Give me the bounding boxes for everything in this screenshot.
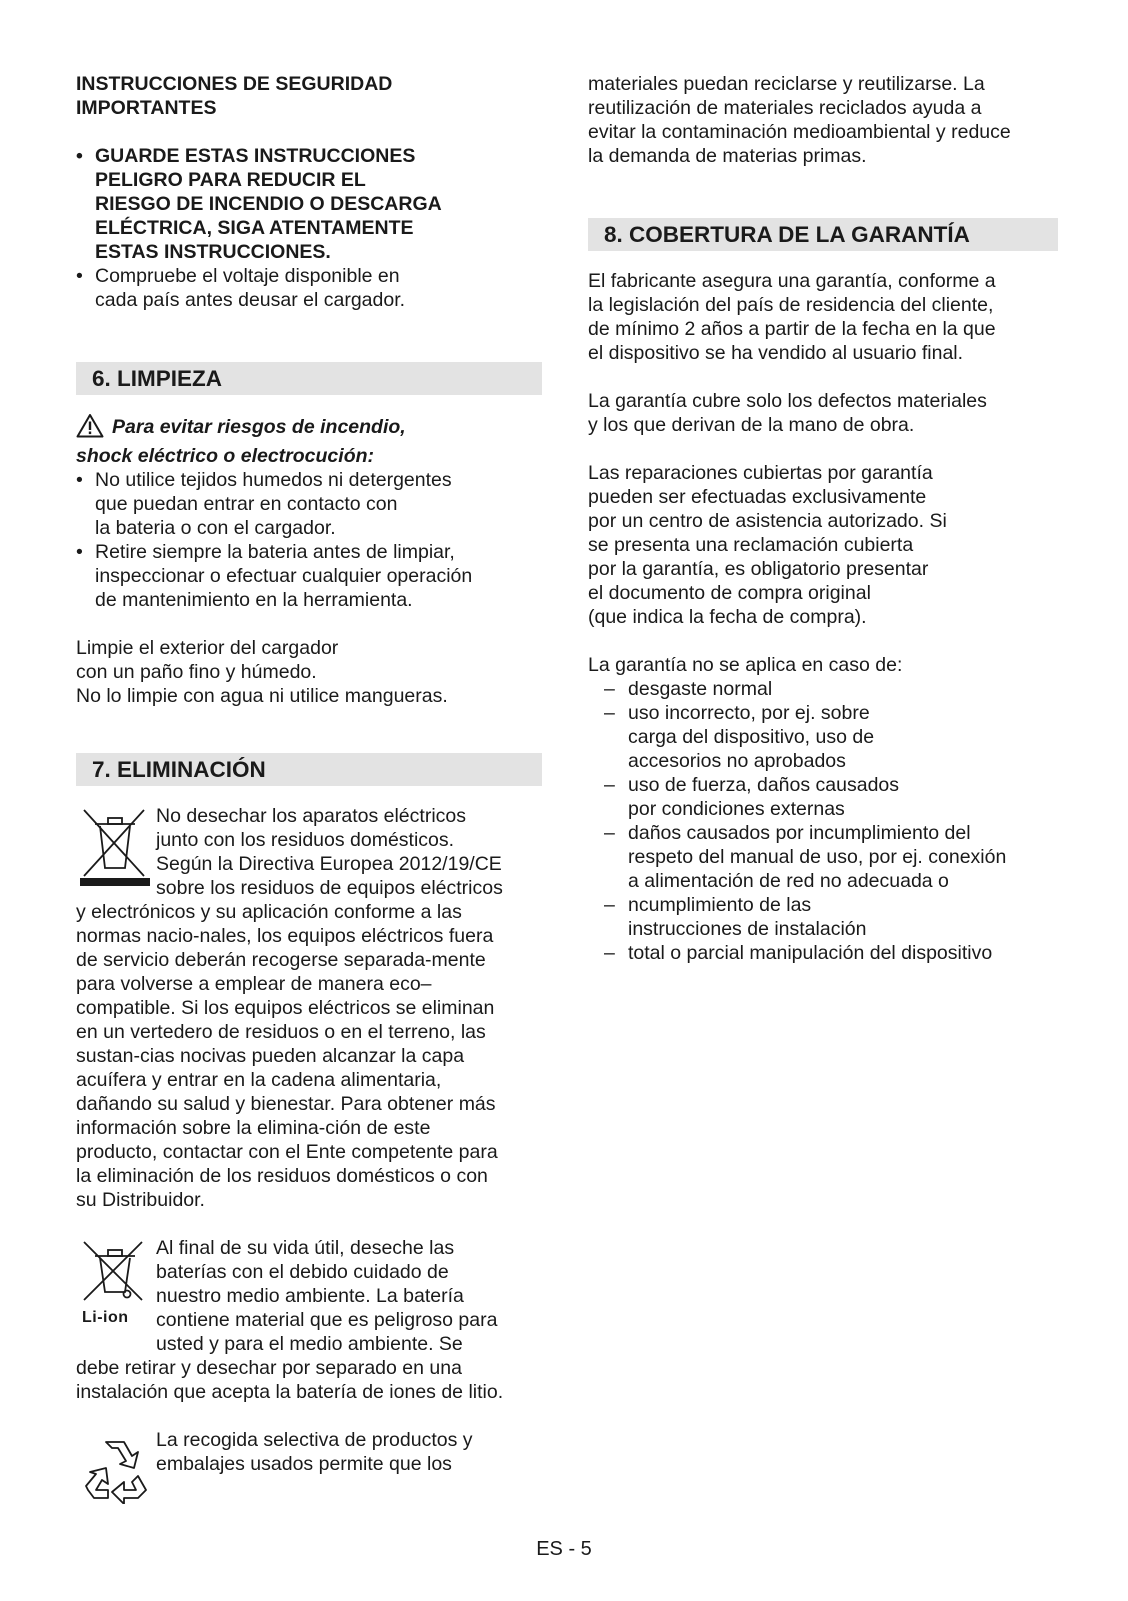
exclusions-intro: La garantía no se aplica en caso de: bbox=[588, 654, 903, 676]
exclusion-item: – uso incorrecto, por ej. sobre carga del dispositivo, uso de accesorios no aprobados bbox=[588, 701, 1058, 773]
safety-bullets bbox=[76, 144, 542, 312]
cleaning-paragraph: Limpie el exterior del cargador con un paño fino y húmedo. No lo limpie con agua ni utilice mangueras. bbox=[76, 637, 448, 707]
warranty-paragraph: La garantía cubre solo los defectos materiales y los que derivan de la mano de obra. bbox=[588, 390, 987, 436]
warning-text: Para evitar riesgos de incendio, shock eléctrico o electrocución: bbox=[76, 413, 542, 468]
battery-paragraph: debe retirar y desechar por separado en una instalación que acepta la batería de iones de litio. bbox=[76, 1357, 504, 1403]
recycle-block: La recogida selectiva de productos y embalajes usados permite que los bbox=[76, 1428, 542, 1476]
recycling-continuation: materiales puedan reciclarse y reutilizarse. La reutilización de materiales reciclados ayuda a evitar la contaminación medioambiental y reduce la demanda de materias primas. bbox=[588, 73, 1011, 167]
exclusion-item: – desgaste normal bbox=[588, 677, 1058, 701]
safety-bullet: • GUARDE ESTAS INSTRUCCIONES PELIGRO PARA REDUCIR EL RIESGO DE INCENDIO O DESCARGA ELÉCTRICA, SIGA ATENTAMENTE ESTAS INSTRUCCIONES. bbox=[76, 144, 542, 264]
safety-title: INSTRUCCIONES DE SEGURIDAD IMPORTANTES bbox=[76, 73, 393, 119]
warranty-paragraph: El fabricante asegura una garantía, conforme a la legislación del país de residencia del cliente, de mínimo 2 años a partir de la fecha en la que el dispositivo se ha vendido al usuario final. bbox=[588, 270, 996, 364]
exclusions-list bbox=[588, 677, 1058, 965]
li-ion-label: Li-ion bbox=[82, 1309, 129, 1326]
safety-bullet: • Compruebe el voltaje disponible en cada país antes deusar el cargador. bbox=[76, 264, 542, 312]
crossed-bin-icon bbox=[80, 806, 150, 894]
section-heading-garantia: 8. COBERTURA DE LA GARANTÍA bbox=[588, 218, 1058, 251]
exclusion-item: – daños causados por incumplimiento del respeto del manual de uso, por ej. conexión a alimentación de red no adecuada o bbox=[588, 821, 1058, 893]
cleaning-bullet: • Retire siempre la bateria antes de limpiar, inspeccionar o efectuar cualquier operación de mantenimiento en la herramienta. bbox=[76, 540, 542, 612]
right-column bbox=[588, 72, 1058, 965]
warning-triangle-icon bbox=[76, 413, 104, 444]
warranty-paragraph: Las reparaciones cubiertas por garantía pueden ser efectuadas exclusivamente por un centro de asistencia autorizado. Si se presenta una reclamación cubierta por la garantía, es obligatorio presentar el documento de compra original (que indica la fecha de compra). bbox=[588, 462, 947, 628]
weee-block: No desechar los aparatos eléctricos junto con los residuos domésticos. Según la Directiva Europea 2012/19/CE sobre los residuos de equipos eléctricos bbox=[76, 804, 542, 900]
exclusion-item: – uso de fuerza, daños causados por condiciones externas bbox=[588, 773, 1058, 821]
left-column bbox=[76, 72, 542, 1476]
recycle-icon bbox=[78, 1434, 152, 1510]
battery-block: Li-ion Al final de su vida útil, deseche las baterías con el debido cuidado de nuestro medio ambiente. La batería contiene material que es peligroso para usted y para el medio ambiente. Se bbox=[82, 1237, 498, 1355]
section-heading-eliminacion: 7. ELIMINACIÓN bbox=[76, 753, 542, 786]
page-number: ES - 5 bbox=[536, 1538, 592, 1560]
weee-paragraph: y electrónicos y su aplicación conforme a las normas nacio-nales, los equipos eléctricos fuera de servicio deberán recogerse separada-mente para volverse a emplear de manera eco– compatible. Si los equipos eléctricos se eliminan en un vertedero de residuos o en el terreno, las sustan-cias nocivas pueden alcanzar la capa acuífera y entrar en la cadena alimentaria, dañando su salud y bienestar. Para obtener más información sobre la elimina-ción de este producto, contactar con el Ente competente para la eliminación de los residuos domésticos o con su Distribuidor. bbox=[76, 901, 498, 1211]
cleaning-bullets bbox=[76, 468, 542, 612]
cleaning-bullet: • No utilice tejidos humedos ni detergentes que puedan entrar en contacto con la bateria o con el cargador. bbox=[76, 468, 542, 540]
exclusion-item: – ncumplimiento de las instrucciones de instalación bbox=[588, 893, 1058, 941]
section-heading-limpieza: 6. LIMPIEZA bbox=[76, 362, 542, 395]
battery-bin-icon bbox=[80, 1238, 150, 1308]
exclusion-item: – total o parcial manipulación del dispositivo bbox=[588, 941, 1058, 965]
